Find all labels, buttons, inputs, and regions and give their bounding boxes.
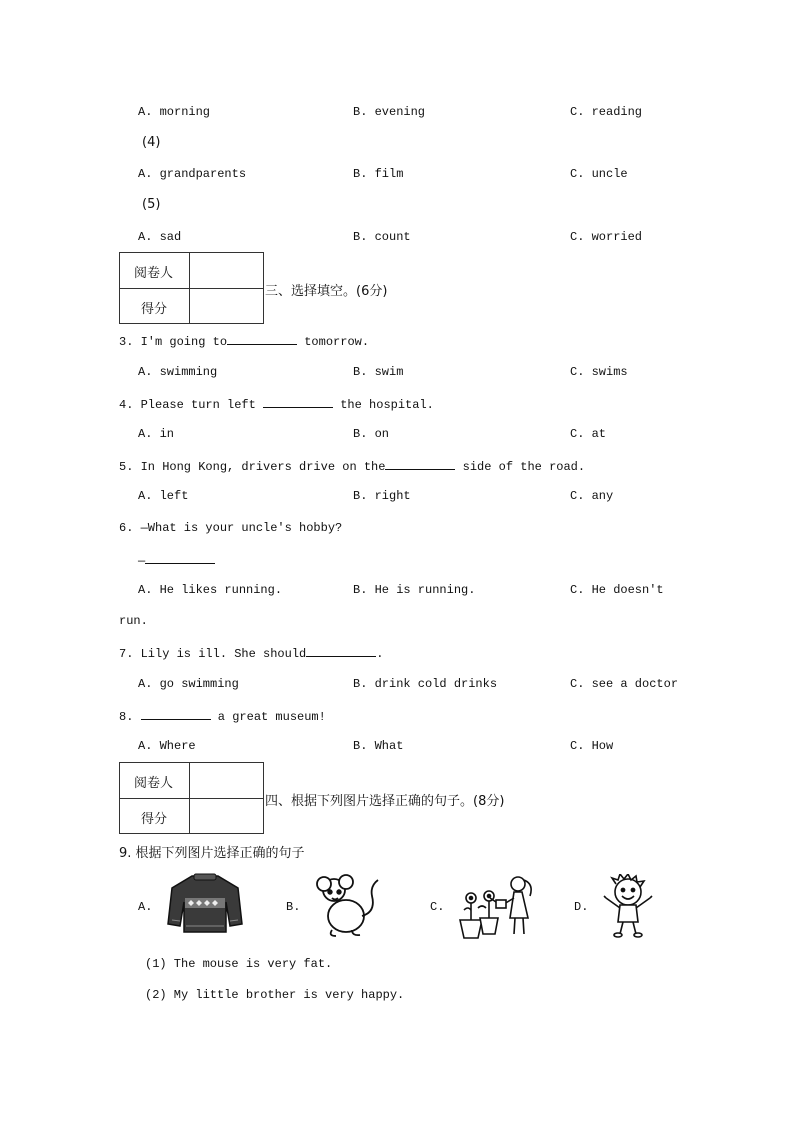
section-title: 四、根据下列图片选择正确的句子。(8分) — [265, 794, 505, 809]
option-a: A. in — [138, 427, 175, 441]
option-b: B. right — [353, 489, 411, 503]
picture-label-b: B. — [286, 900, 301, 914]
question-3 — [119, 333, 369, 349]
option-b: B. film — [353, 167, 404, 181]
option-c: C. see a doctor — [570, 677, 679, 691]
answer-blank[interactable] — [141, 708, 211, 720]
score-label: 得分 — [141, 302, 168, 317]
girl-watering-flowers-icon — [452, 872, 538, 943]
question-9: 9. 根据下列图片选择正确的句子 — [119, 846, 305, 861]
question-stem-tail: side of the road. — [455, 460, 586, 474]
item-number: (5) — [142, 197, 161, 212]
question-stem: 3. I'm going to — [119, 335, 228, 349]
reviewer-label: 阅卷人 — [134, 266, 174, 281]
question-stem: 8. — [119, 710, 141, 724]
option-c: C. worried — [570, 230, 643, 244]
option-b: B. He is running. — [353, 583, 476, 597]
option-c: C. uncle — [570, 167, 628, 181]
option-a: A. go swimming — [138, 677, 239, 691]
picture-label-c: C. — [430, 900, 445, 914]
option-a: A. swimming — [138, 365, 218, 379]
question-stem: 4. Please turn left — [119, 398, 264, 412]
option-c: C. swims — [570, 365, 628, 379]
option-c: C. any — [570, 489, 614, 503]
question-stem-tail: tomorrow. — [297, 335, 370, 349]
sentence-1: (1) The mouse is very fat. — [145, 957, 333, 971]
picture-label-a: A. — [138, 900, 153, 914]
option-b: B. swim — [353, 365, 404, 379]
question-stem: 5. In Hong Kong, drivers drive on the — [119, 460, 386, 474]
question-stem: 7. Lily is ill. She should — [119, 647, 307, 661]
answer-blank[interactable] — [263, 396, 333, 408]
option-a: A. grandparents — [138, 167, 247, 181]
option-a: A. Where — [138, 739, 196, 753]
option-a: A. sad — [138, 230, 182, 244]
sweater-icon — [166, 872, 244, 937]
option-b: B. on — [353, 427, 390, 441]
happy-boy-icon — [600, 874, 656, 941]
reviewer-label: 阅卷人 — [134, 776, 174, 791]
question-stem-tail: . — [376, 647, 384, 661]
mouse-icon — [312, 872, 380, 943]
grader-box — [119, 252, 264, 324]
answer-blank[interactable] — [306, 645, 376, 657]
section-title: 三、选择填空。(6分) — [265, 284, 388, 299]
sentence-2: (2) My little brother is very happy. — [145, 988, 405, 1002]
question-4 — [119, 396, 434, 412]
answer-blank[interactable] — [227, 333, 297, 345]
answer-blank[interactable] — [385, 458, 455, 470]
option-c: C. He doesn't — [570, 583, 664, 597]
dash: — — [138, 554, 146, 568]
option-c: C. How — [570, 739, 614, 753]
option-c: C. reading — [570, 105, 643, 119]
option-a: A. left — [138, 489, 189, 503]
item-number: (4) — [142, 135, 161, 150]
score-label: 得分 — [141, 812, 168, 827]
option-a: A. morning — [138, 105, 211, 119]
question-stem-tail: the hospital. — [333, 398, 434, 412]
question-5 — [119, 458, 585, 474]
option-c: C. at — [570, 427, 607, 441]
question-7 — [119, 645, 383, 661]
answer-blank[interactable] — [145, 552, 215, 564]
option-a: A. He likes running. — [138, 583, 283, 597]
picture-label-d: D. — [574, 900, 589, 914]
question-stem-tail: a great museum! — [210, 710, 326, 724]
question-8 — [119, 708, 326, 724]
option-b: B. evening — [353, 105, 426, 119]
option-b: B. count — [353, 230, 411, 244]
option-b: B. What — [353, 739, 404, 753]
option-b: B. drink cold drinks — [353, 677, 498, 691]
answer-line — [138, 552, 215, 568]
grader-box — [119, 762, 264, 834]
option-c-wrap: run. — [119, 614, 148, 628]
question-6: 6. —What is your uncle's hobby? — [119, 521, 343, 535]
